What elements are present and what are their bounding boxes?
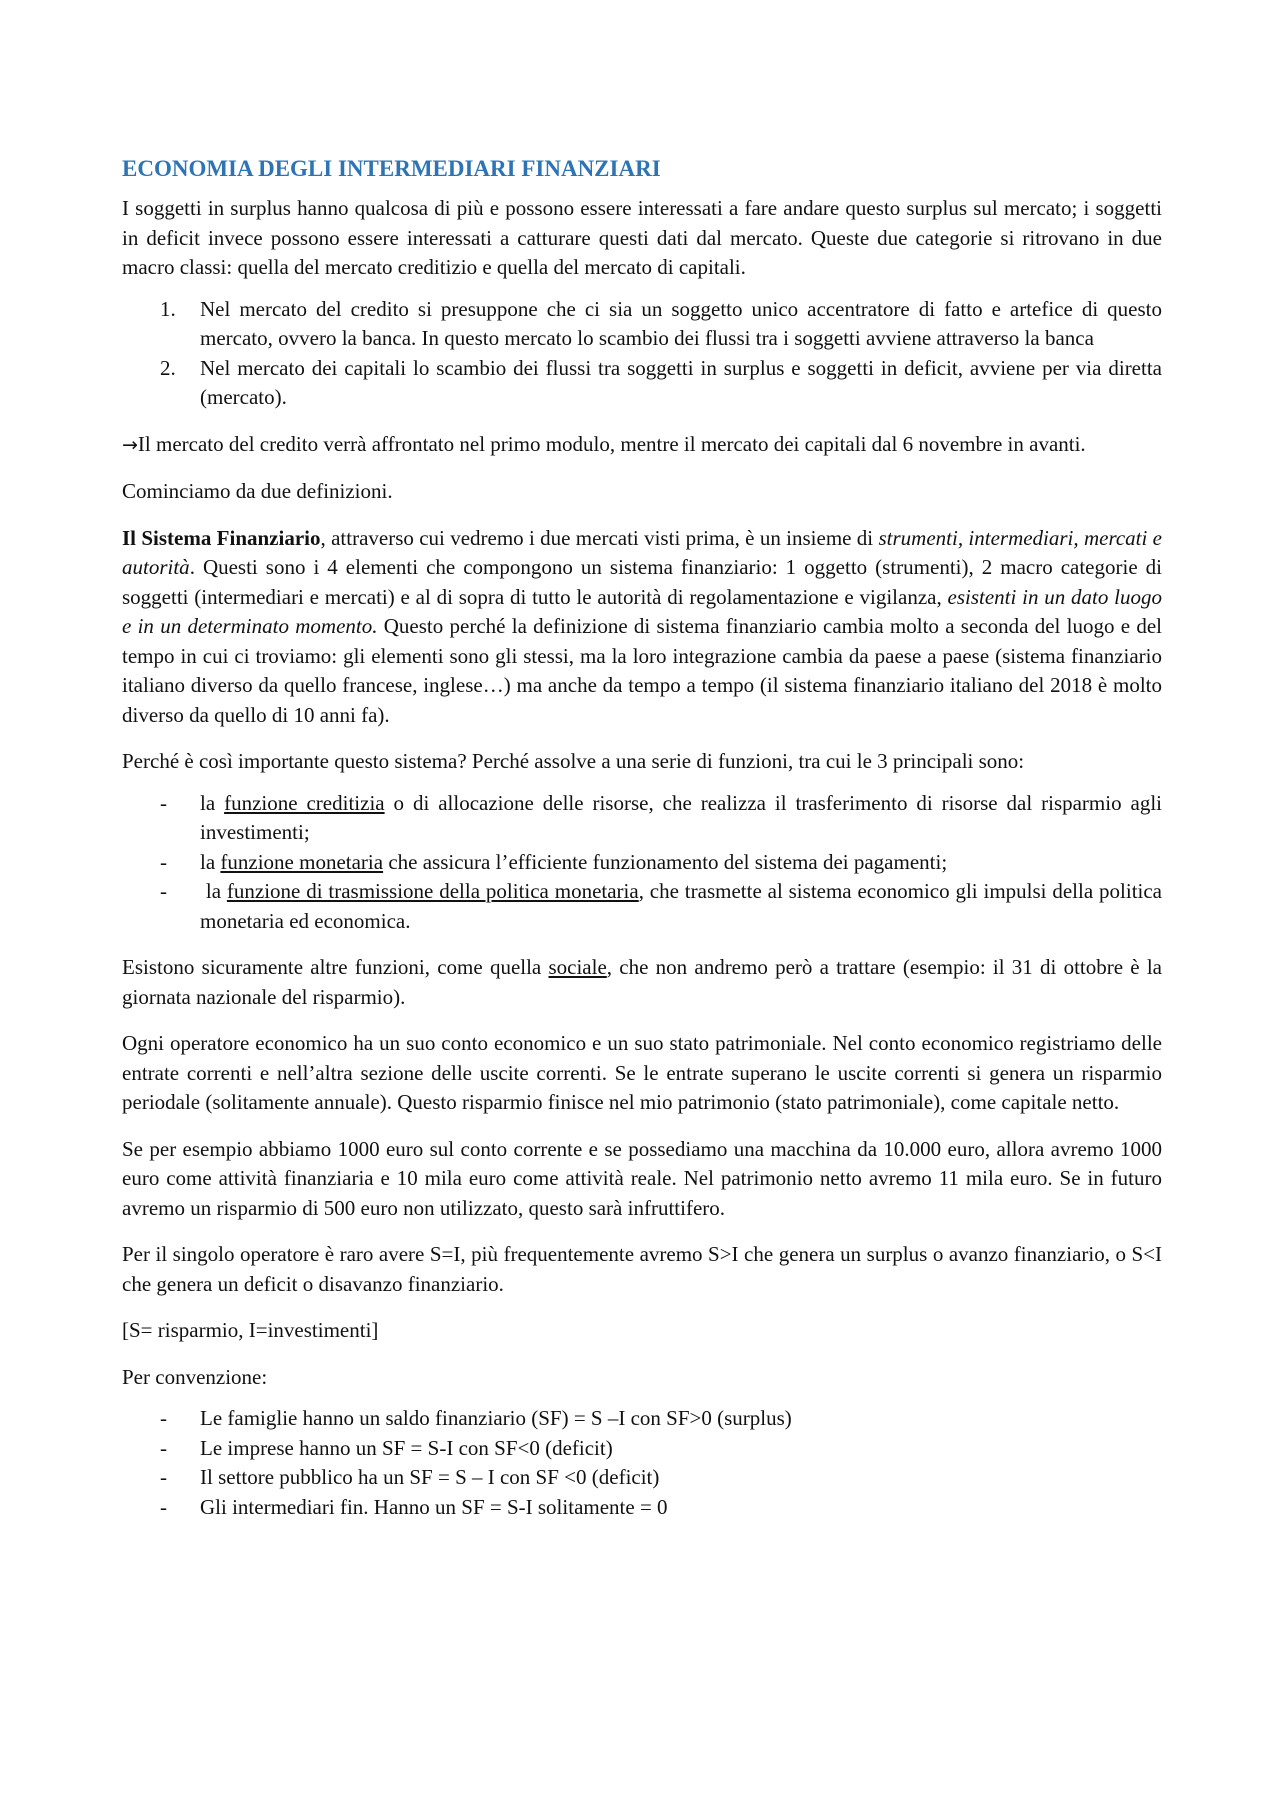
list-item-text: Nel mercato del credito si presuppone che ci sia un soggetto unico accentratore di fatto e artefice di questo mercato, ovvero la banca. In questo mercato lo scambio dei flussi tra i soggetti avviene attraverso la banca <box>200 296 1162 350</box>
sistema-italic-1: strumenti, intermediari, mercati e autorità <box>122 525 1162 579</box>
list-item-text: che assicura l’efficiente funzionamento del sistema dei pagamenti; <box>383 849 948 874</box>
list-item-text: la <box>200 790 225 815</box>
right-arrow-icon: → <box>122 433 138 456</box>
esempio-paragraph: Se per esempio abbiamo 1000 euro sul conto corrente e se possediamo una macchina da 10.000 euro, allora avremo 1000 euro come attività finanziaria e 10 mila euro come attività reale. Nel patrimonio netto avremo 11 mila euro. Se in futuro avremo un risparmio di 500 euro non utilizzato, questo sarà infruttifero. <box>122 1136 1162 1220</box>
funzioni-list <box>122 789 1162 937</box>
list-dash: - <box>160 1494 167 1519</box>
list-item-text: o di allocazione delle risorse, che realizza il trasferimento di risorse dal risparmio agli investimenti; <box>200 790 1163 844</box>
list-dash: - <box>160 1406 167 1430</box>
intro-paragraph: I soggetti in surplus hanno qualcosa di più e possono essere interessati a fare andare questo surplus sul mercato; i soggetti in deficit invece possono essere interessati a catturare questi dati dal mercato. Queste due categorie si ritrovano in due macro classi: quella del mercato creditizio e quella del mercato di capitali. <box>122 196 1162 279</box>
list-item <box>122 848 1162 878</box>
altre-funzioni-paragraph <box>122 953 1162 1012</box>
singolo-operatore-paragraph: Per il singolo operatore è raro avere S=I, più frequentemente avremo S>I che genera un surplus o avanzo finanziario, o S<I che genera un deficit o disavanzo finanziario. <box>122 1242 1162 1296</box>
document-page <box>122 150 1162 1539</box>
sistema-text-1: , attraverso cui vedremo i due mercati visti prima, è un insieme di <box>320 525 879 550</box>
list-item <box>122 877 1162 936</box>
list-number: 2. <box>160 355 176 380</box>
list-item-text: la <box>200 849 221 874</box>
list-dash: - <box>160 790 167 815</box>
underlined-term: funzione di trasmissione della politica monetaria <box>226 879 639 903</box>
underlined-term: funzione creditizia <box>224 790 385 815</box>
list-item <box>122 1404 1162 1434</box>
altre-text-2: , che non andremo però a trattare (esempio: il 31 di ottobre è la giornata nazionale del risparmio). <box>122 955 1162 1009</box>
definitions-intro: Cominciamo da due definizioni. <box>122 479 393 503</box>
list-dash: - <box>160 1435 167 1460</box>
list-dash: - <box>160 879 167 903</box>
perche-paragraph: Perché è così importante questo sistema? Perché assolve a una serie di funzioni, tra cui le 3 principali sono: <box>122 749 1025 773</box>
list-item-text: Le famiglie hanno un saldo finanziario (SF) = S –I con SF>0 (surplus) <box>200 1406 792 1430</box>
underlined-term: sociale <box>548 955 607 979</box>
list-item <box>122 1434 1162 1464</box>
legenda-paragraph: [S= risparmio, I=investimenti] <box>122 1318 379 1342</box>
list-item-text: Le imprese hanno un SF = S-I con SF<0 (deficit) <box>200 1435 613 1460</box>
list-item <box>122 295 1162 354</box>
altre-text-1: Esistono sicuramente altre funzioni, come quella <box>122 955 549 979</box>
list-number: 1. <box>160 296 176 321</box>
list-item <box>122 354 1162 413</box>
sistema-text-3: Questo perché la definizione di sistema finanziario cambia molto a seconda del luogo e del tempo in cui ci troviamo: gli elementi sono gli stessi, ma la loro integrazione cambia da paese a paese (sistema finanziario italiano diverso da quello francese, inglese…) ma anche da tempo a tempo (il sistema finanziario italiano del 2018 è molto diverso da quello di 10 anni fa). <box>122 614 1162 727</box>
document-title: ECONOMIA DEGLI INTERMEDIARI FINANZIARI <box>122 156 661 181</box>
list-dash: - <box>160 849 167 874</box>
sistema-italic-2: esistenti in un dato luogo e in un determinato momento. <box>122 584 1162 638</box>
list-item <box>122 789 1162 848</box>
list-item-text: Gli intermediari fin. Hanno un SF = S-I solitamente = 0 <box>200 1494 668 1519</box>
list-item-text: Nel mercato dei capitali lo scambio dei flussi tra soggetti in surplus e soggetti in deficit, avviene per via diretta (mercato). <box>200 355 1162 409</box>
sistema-text-2: . Questi sono i 4 elementi che compongono un sistema finanziario: 1 oggetto (strumenti), 2 macro categorie di soggetti (intermediari e mercati) e al di sopra di tutto le autorità di regolamentazione e vigilanza, <box>122 555 1162 609</box>
convenzione-paragraph: Per convenzione: <box>122 1364 268 1389</box>
list-item <box>122 1463 1162 1493</box>
underlined-term: funzione monetaria <box>220 849 384 874</box>
list-dash: - <box>160 1465 167 1489</box>
list-item-text: Il settore pubblico ha un SF = S – I con SF <0 (deficit) <box>200 1465 660 1489</box>
operatore-paragraph: Ogni operatore economico ha un suo conto economico e un suo stato patrimoniale. Nel conto economico registriamo delle entrate correnti e nell’altra sezione delle uscite correnti. Se le entrate superano le uscite correnti si genera un risparmio periodale (solitamente annuale). Questo risparmio finisce nel mio patrimonio (stato patrimoniale), come capitale netto. <box>122 1031 1162 1114</box>
sistema-finanziario-paragraph <box>122 524 1162 731</box>
sistema-term: Il Sistema Finanziario <box>122 525 321 550</box>
market-numbered-list <box>122 295 1162 413</box>
arrow-note-text: Il mercato del credito verrà affrontato nel primo modulo, mentre il mercato dei capitali dal 6 novembre in avanti. <box>137 431 1086 456</box>
list-item-text: la <box>200 879 227 903</box>
arrow-note-paragraph <box>122 430 1162 461</box>
list-item <box>122 1493 1162 1523</box>
settori-list <box>122 1404 1162 1522</box>
list-item-text: , che trasmette al sistema economico gli impulsi della politica monetaria ed economica. <box>200 879 1163 933</box>
